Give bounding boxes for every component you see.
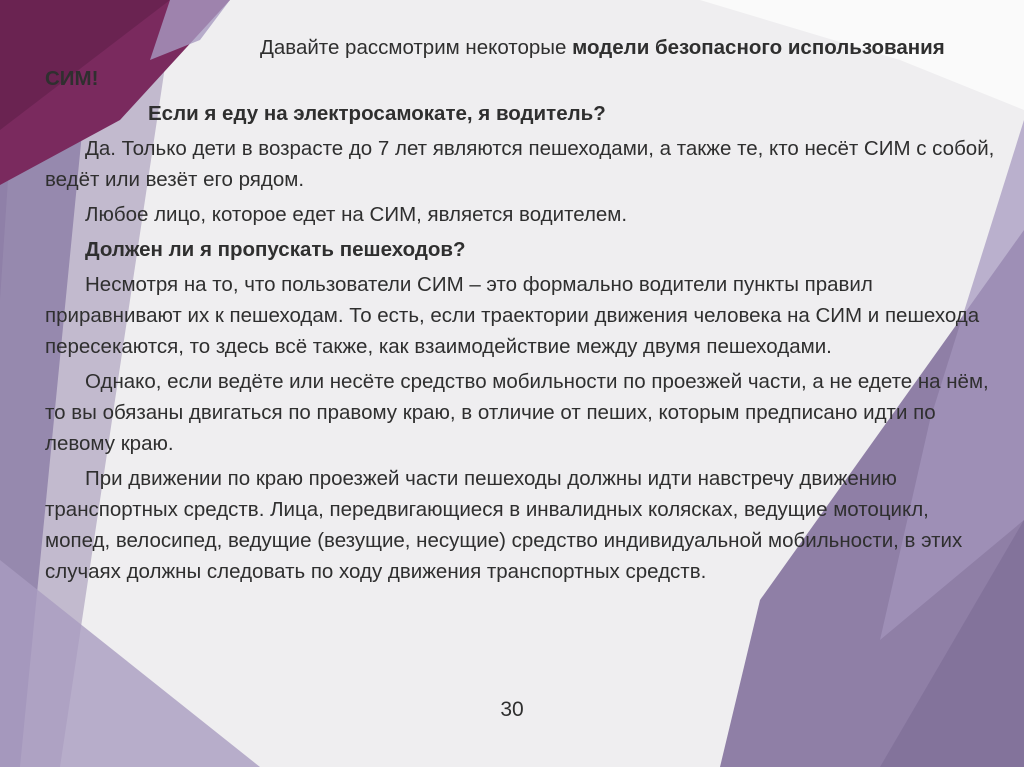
question-2: Должен ли я пропускать пешеходов? xyxy=(85,238,466,261)
intro-bold: модели безопасного использования СИМ! xyxy=(45,36,945,90)
intro-paragraph xyxy=(45,32,995,94)
page-number: 30 xyxy=(500,698,524,721)
question-1: Если я еду на электросамокате, я водитель? xyxy=(148,102,606,125)
intro-lead: Давайте рассмотрим некоторые xyxy=(260,36,567,59)
slide-text-body xyxy=(45,28,995,587)
answer-1: Да. Только дети в возрасте до 7 лет являются пешеходами, а также те, кто несёт СИМ с собой, ведёт или везёт его рядом. xyxy=(45,137,995,191)
answer-1-continued: Любое лицо, которое едет на СИМ, является водителем. xyxy=(85,203,628,226)
paragraph-oncoming: При движении по краю проезжей части пешеходы должны идти навстречу движению транспортных средств. Лица, передвигающиеся в инвалидных колясках, ведущие мотоцикл, мопед, велосипед, ведущие (везущие, несущие) средство индивидуальной мобильности, в этих случаях должны следовать по ходу движения транспортных средств. xyxy=(45,467,963,583)
paragraph-right-edge: Однако, если ведёте или несёте средство мобильности по проезжей части, а не едете на нём, то вы обязаны двигаться по правому краю, в отличие от пеших, которым предписано идти по левому краю. xyxy=(45,370,989,455)
paragraph-pedestrians: Несмотря на то, что пользователи СИМ – это формально водители пункты правил приравнивают их к пешеходам. То есть, если траектории движения человека на СИМ и пешехода пересекаются, то здесь всё также, как взаимодействие между двумя пешеходами. xyxy=(45,273,980,358)
